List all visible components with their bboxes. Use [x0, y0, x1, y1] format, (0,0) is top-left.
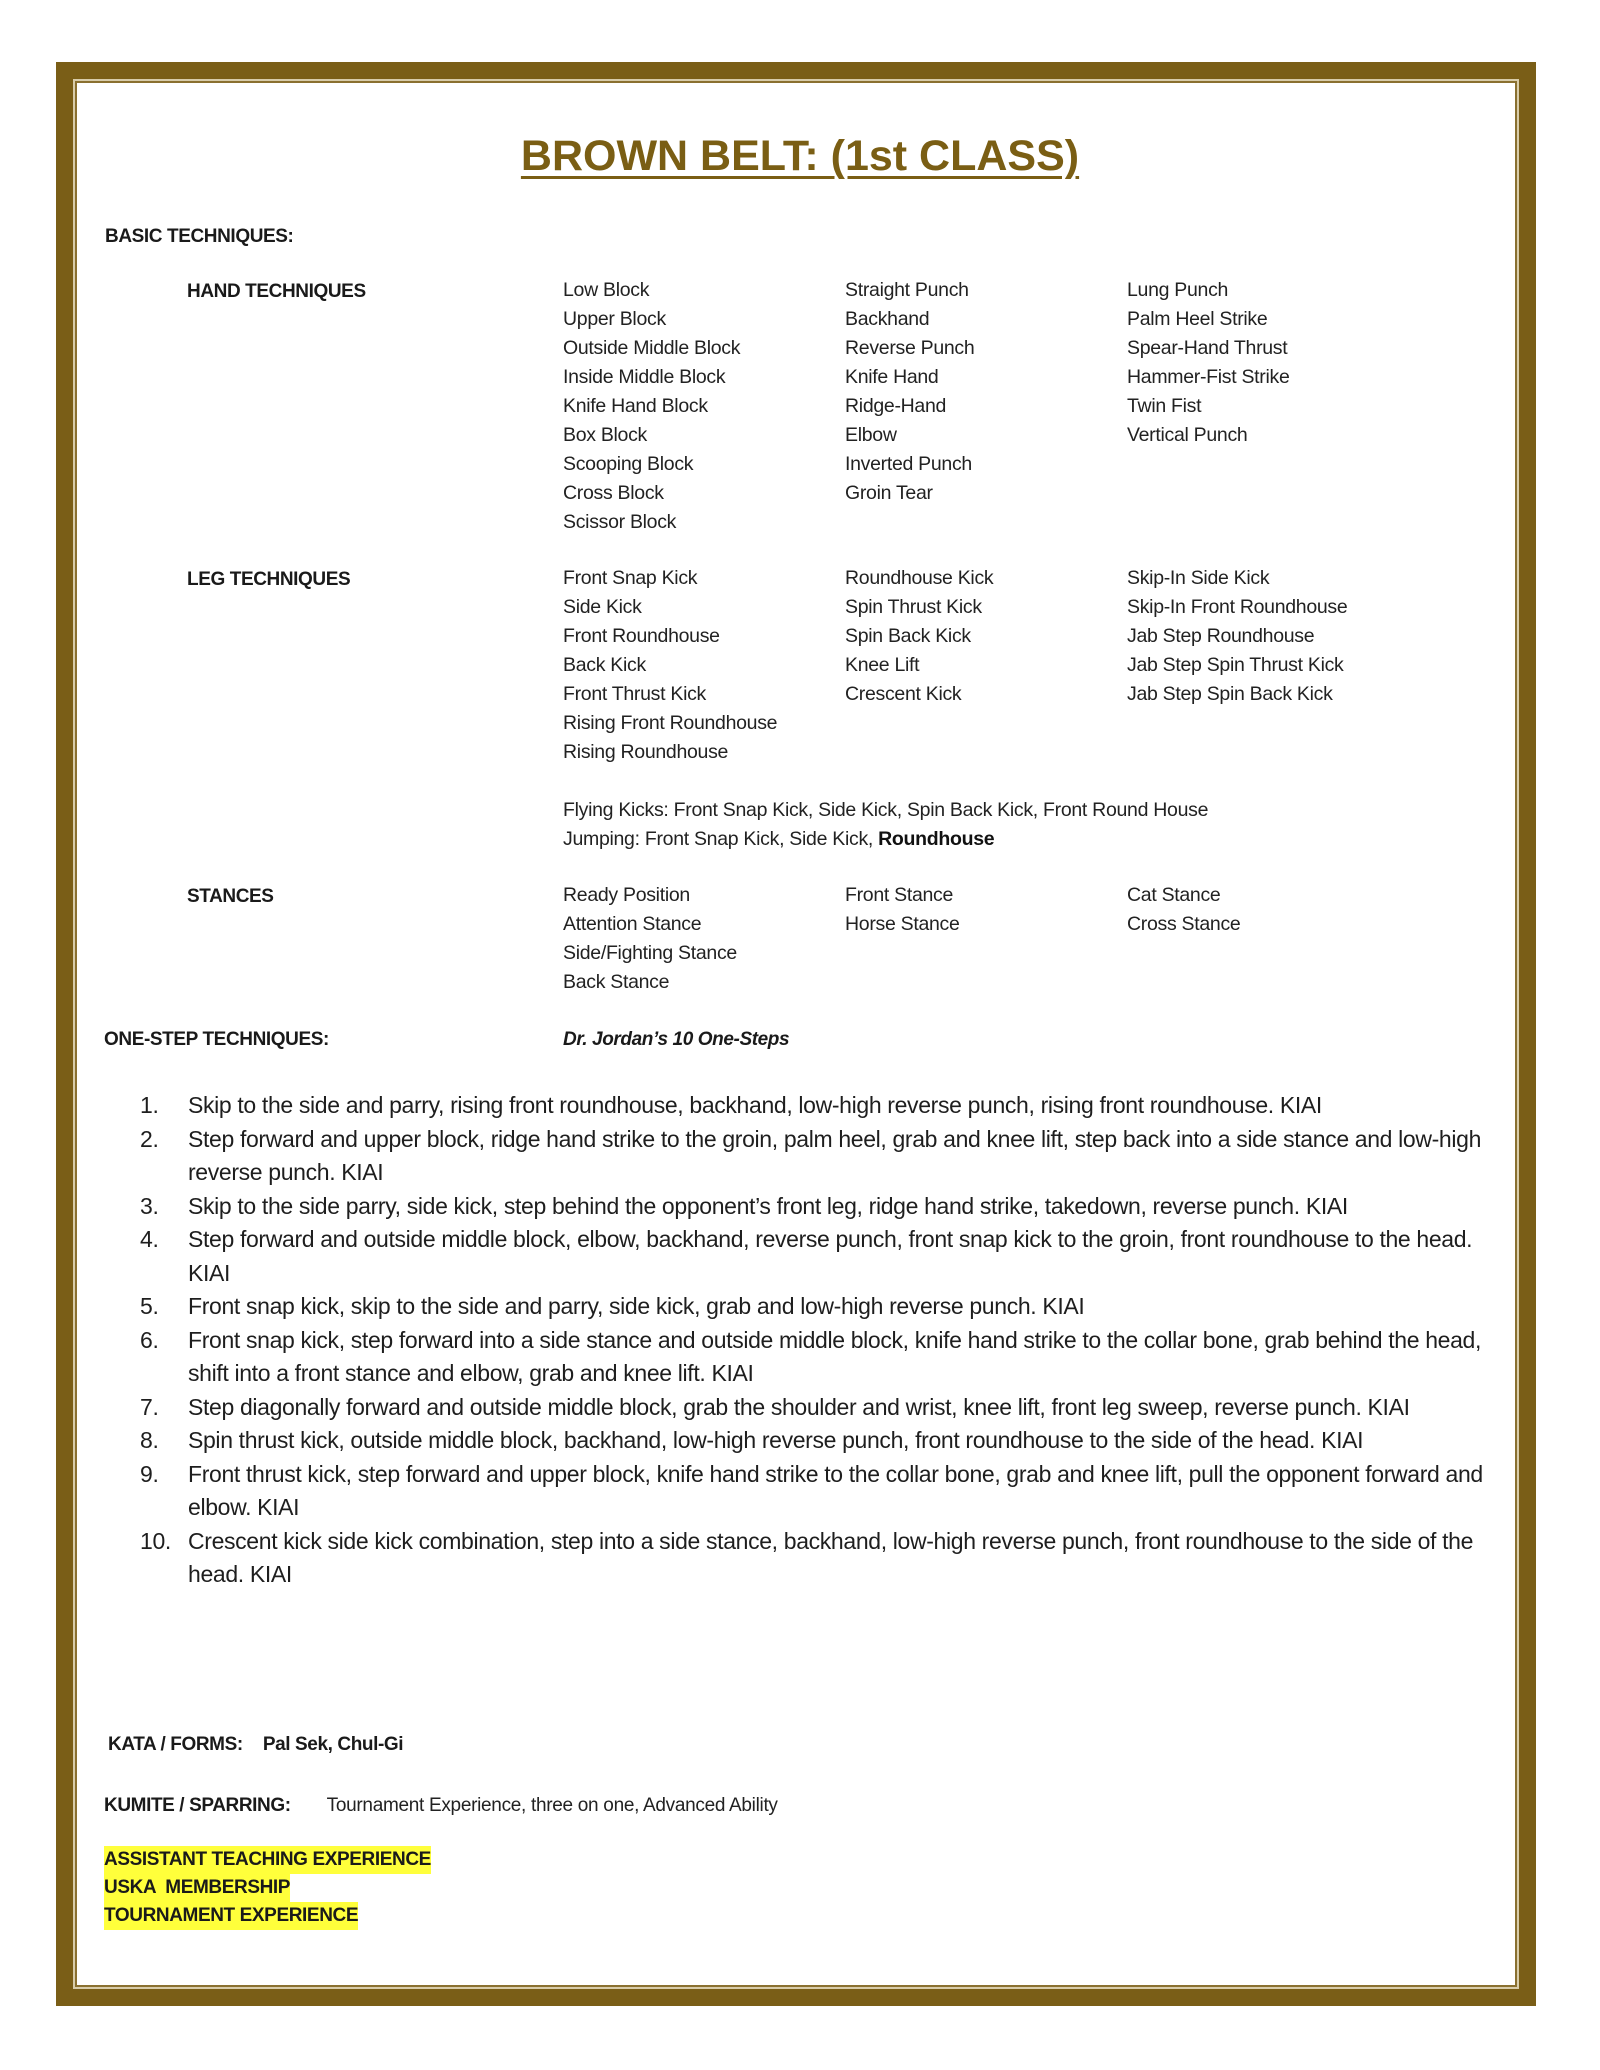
- one-step-text: Front thrust kick, step forward and upper block, knife hand strike to the collar bone, grab and knee lift, pull the opponent forward and elbow. KIAI: [188, 1460, 1483, 1520]
- technique-item: Reverse Punch: [845, 337, 975, 359]
- technique-item: Lung Punch: [1127, 279, 1229, 301]
- technique-item: Spin Back Kick: [845, 625, 971, 647]
- technique-item: Vertical Punch: [1127, 424, 1248, 446]
- one-step-item: [140, 1324, 1510, 1391]
- technique-item: Horse Stance: [845, 913, 960, 935]
- one-step-number: 3.: [140, 1192, 159, 1219]
- jumping-kicks-line: [563, 825, 994, 854]
- page-title: [0, 132, 1600, 181]
- kata-forms-value: Pal Sek, Chul-Gi: [262, 1734, 404, 1755]
- technique-item: Straight Punch: [845, 279, 969, 301]
- technique-item: Attention Stance: [563, 913, 702, 935]
- technique-item: Knife Hand: [845, 366, 939, 388]
- requirement-uska-membership: USKA MEMBERSHIP: [104, 1874, 290, 1902]
- one-step-item: [140, 1089, 1510, 1123]
- technique-item: Side/Fighting Stance: [563, 942, 737, 964]
- one-step-text: Step forward and upper block, ridge hand strike to the groin, palm heel, grab and knee lift, step back into a side stance and low-high reverse punch. KIAI: [188, 1125, 1482, 1185]
- kumite-sparring-value: Tournament Experience, three on one, Advanced Ability: [326, 1795, 778, 1816]
- one-step-item: [140, 1223, 1510, 1290]
- technique-item: Inverted Punch: [845, 453, 972, 475]
- technique-item: Skip-In Front Roundhouse: [1127, 596, 1348, 618]
- hand-techniques-col-3: [1127, 276, 1290, 450]
- technique-item: Rising Front Roundhouse: [563, 712, 778, 734]
- technique-item: Box Block: [563, 424, 648, 446]
- technique-item: Skip-In Side Kick: [1127, 567, 1270, 589]
- one-step-number: 8.: [140, 1427, 159, 1453]
- requirements-list: [104, 1846, 431, 1930]
- technique-item: Hammer-Fist Strike: [1127, 366, 1290, 388]
- technique-item: Spear-Hand Thrust: [1127, 337, 1288, 359]
- kata-forms-label: KATA / FORMS:: [108, 1734, 243, 1755]
- one-step-text: Crescent kick side kick combination, step into a side stance, backhand, low-high reverse punch, front roundhouse to the side of the head. KIAI: [188, 1527, 1474, 1587]
- stances-col-1: [563, 881, 737, 997]
- one-step-text: Front snap kick, skip to the side and parry, side kick, grab and low-high reverse punch. KIAI: [188, 1293, 1085, 1319]
- technique-item: Cat Stance: [1127, 884, 1221, 906]
- one-step-text: Step diagonally forward and outside middle block, grab the shoulder and wrist, knee lift, front leg sweep, reverse punch. KIAI: [188, 1393, 1410, 1420]
- technique-item: Back Stance: [563, 971, 670, 993]
- flying-kicks-line: Flying Kicks: Front Snap Kick, Side Kick, Spin Back Kick, Front Round House: [563, 799, 1209, 821]
- technique-item: Jab Step Spin Back Kick: [1127, 683, 1333, 705]
- kumite-sparring-label: KUMITE / SPARRING:: [104, 1795, 291, 1816]
- technique-item: Rising Roundhouse: [563, 741, 729, 763]
- jumping-kicks-text: Jumping: Front Snap Kick, Side Kick,: [563, 828, 879, 850]
- hand-techniques-label: HAND TECHNIQUES: [187, 281, 366, 302]
- leg-techniques-col-1: [563, 564, 777, 767]
- one-step-item: [140, 1190, 1510, 1224]
- technique-item: Twin Fist: [1127, 395, 1202, 417]
- technique-item: Groin Tear: [845, 482, 933, 504]
- technique-item: Roundhouse Kick: [845, 567, 994, 589]
- one-step-number: 1.: [140, 1092, 159, 1118]
- technique-item: Knee Lift: [845, 654, 920, 676]
- technique-item: Cross Stance: [1127, 913, 1241, 935]
- technique-item: Jab Step Roundhouse: [1127, 625, 1315, 647]
- technique-item: Scooping Block: [563, 453, 694, 475]
- one-step-text: Spin thrust kick, outside middle block, backhand, low-high reverse punch, front roundhouse to the side of the head. KIAI: [188, 1427, 1364, 1453]
- one-step-number: 7.: [140, 1393, 159, 1420]
- technique-item: Side Kick: [563, 596, 642, 618]
- technique-item: Spin Thrust Kick: [845, 596, 982, 618]
- technique-item: Ridge-Hand: [845, 395, 947, 417]
- one-step-number: 10.: [140, 1527, 171, 1554]
- jumping-kicks-bold: Roundhouse: [878, 828, 995, 850]
- technique-item: Backhand: [845, 308, 930, 330]
- one-step-label: ONE-STEP TECHNIQUES:: [104, 1029, 329, 1050]
- technique-item: Front Snap Kick: [563, 567, 698, 589]
- hand-techniques-col-2: [845, 276, 974, 508]
- one-step-number: 9.: [140, 1460, 159, 1487]
- technique-item: Front Stance: [845, 884, 954, 906]
- technique-item: Jab Step Spin Thrust Kick: [1127, 654, 1344, 676]
- technique-item: Outside Middle Block: [563, 337, 741, 359]
- stances-col-2: [845, 881, 960, 939]
- page-title-text: BROWN BELT: (1st CLASS): [520, 132, 1080, 180]
- leg-techniques-col-3: [1127, 564, 1347, 709]
- technique-item: Knife Hand Block: [563, 395, 708, 417]
- one-step-number: 2.: [140, 1125, 159, 1152]
- one-step-text: Skip to the side and parry, rising front roundhouse, backhand, low-high reverse punch, rising front roundhouse. KIAI: [188, 1092, 1322, 1118]
- one-step-number: 5.: [140, 1293, 159, 1319]
- one-step-item: [140, 1424, 1510, 1458]
- technique-item: Scissor Block: [563, 511, 677, 533]
- hand-techniques-col-1: [563, 276, 740, 537]
- one-step-text: Front snap kick, step forward into a side stance and outside middle block, knife hand strike to the collar bone, grab behind the head, shift into a front stance and elbow, grab and knee lift. KIAI: [188, 1326, 1482, 1386]
- technique-item: Inside Middle Block: [563, 366, 726, 388]
- one-step-item: [140, 1391, 1510, 1425]
- technique-item: Upper Block: [563, 308, 666, 330]
- stances-label: STANCES: [187, 886, 274, 907]
- one-step-subtitle: Dr. Jordan’s 10 One-Steps: [563, 1029, 790, 1050]
- basic-techniques-label: BASIC TECHNIQUES:: [105, 226, 294, 247]
- one-step-item: [140, 1525, 1510, 1592]
- one-step-item: [140, 1123, 1510, 1190]
- requirement-tournament-experience: TOURNAMENT EXPERIENCE: [104, 1902, 358, 1930]
- technique-item: Front Roundhouse: [563, 625, 720, 647]
- kumite-sparring-row: [104, 1791, 778, 1820]
- technique-item: Ready Position: [563, 884, 690, 906]
- stances-col-3: [1127, 881, 1240, 939]
- one-step-list: [140, 1089, 1510, 1592]
- technique-item: Cross Block: [563, 482, 664, 504]
- technique-item: Front Thrust Kick: [563, 683, 706, 705]
- one-step-text: Step forward and outside middle block, elbow, backhand, reverse punch, front snap kick to the groin, front roundhouse to the head. KIAI: [188, 1226, 1473, 1286]
- one-step-number: 4.: [140, 1226, 159, 1252]
- one-step-text: Skip to the side parry, side kick, step behind the opponent’s front leg, ridge hand strike, takedown, reverse punch. KIAI: [188, 1192, 1348, 1219]
- technique-item: Back Kick: [563, 654, 646, 676]
- technique-item: Elbow: [845, 424, 897, 446]
- one-step-item: [140, 1458, 1510, 1525]
- requirement-assistant-teaching: ASSISTANT TEACHING EXPERIENCE: [104, 1846, 431, 1874]
- one-step-number: 6.: [140, 1326, 159, 1353]
- kata-forms-row: [108, 1734, 403, 1756]
- technique-item: Crescent Kick: [845, 683, 962, 705]
- leg-techniques-label: LEG TECHNIQUES: [187, 569, 351, 590]
- one-step-item: [140, 1290, 1510, 1324]
- technique-item: Palm Heel Strike: [1127, 308, 1268, 330]
- technique-item: Low Block: [563, 279, 650, 301]
- leg-techniques-col-2: [845, 564, 993, 709]
